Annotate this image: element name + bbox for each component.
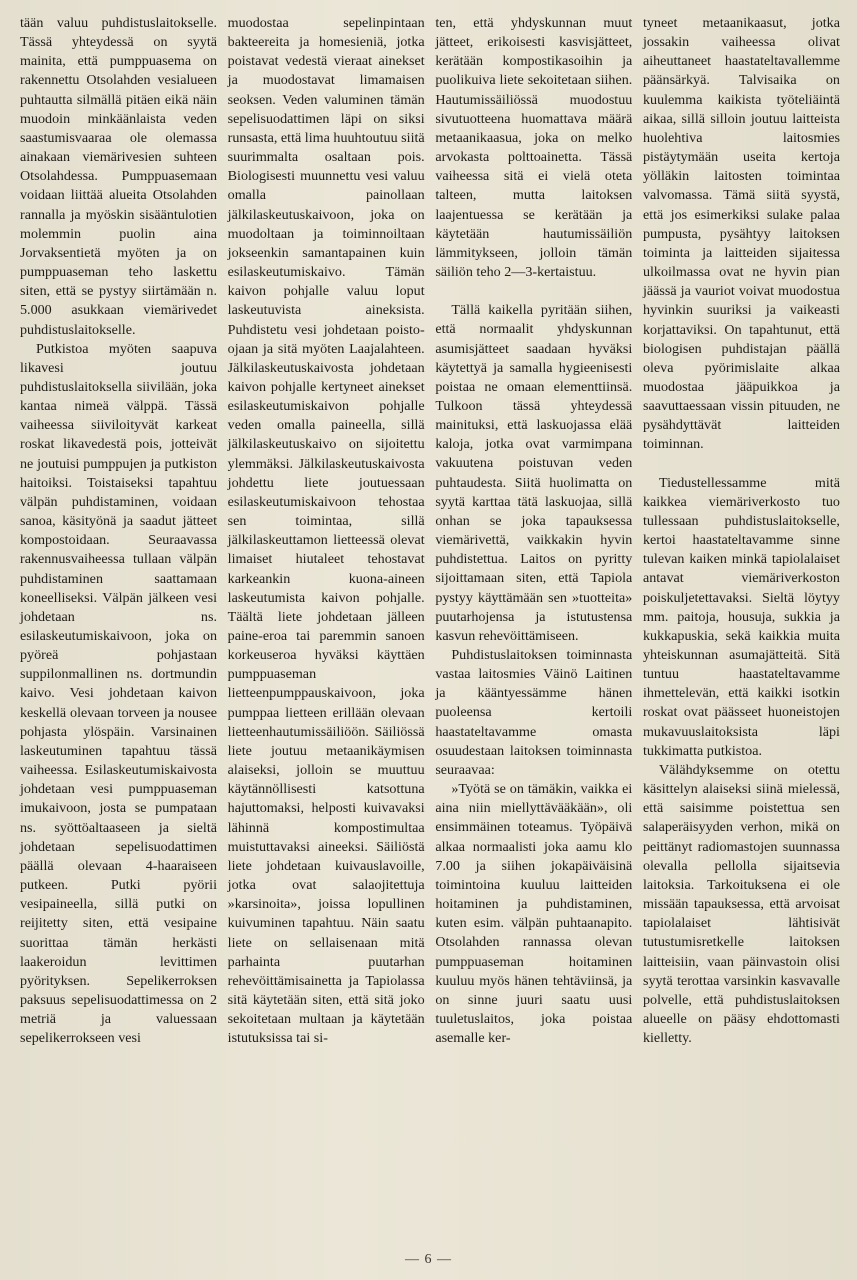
page-number: — 6 — (405, 1252, 452, 1267)
column-2 (228, 14, 425, 1048)
paragraph: Tällä kaikella pyritään siihen, että normaalit yhdyskunnan asumisjätteet saadaan hyväksi käytettyä ja samalla hygieenisesti poistaa ne omaan elementtiinsä. Tulkoon tässä yhteydessä mainituksi, että laskuojassa elää kaloja, jotka ovat varmimpana vakuutena poistuvan veden puhtaudesta. Siitä huolimatta on syytä karttaa tätä laskuojaa, sillä onhan se joka tapauksessa viemärivettä, vaikkakin hyvin puhdistettua. Laitos on pyritty sijoittamaan siten, että Tapiola pystyy käyttämään sen »tuotteita» puutarhojensa ja istutustensa kasvun rehevöittämiseen. (435, 302, 633, 644)
paragraph: tyneet metaanikaasut, jotka jossakin vaiheessa olivat aiheuttaneet haastateltavallemme päänsärkyä. Talvisaika on kuulemma kaikista työteliäintä aikaa, sillä silloin joutuu laitteista huolehtiva laitosmies pistäytymään useita kertoja yölläkin laitosten toimintaa valvomassa. Tämä siitä syystä, että jos esimerkiksi sulake palaa pumpusta, pysähtyy laitoksen toiminta ja laitteiden sijaitessa ulkoilmassa ovat ne hyvin pian jäässä ja vauriot voivat muodostua hyvinkin suuriksi ja vaikeasti korjattaviksi. On tapahtunut, että biologisen puhdistajan päällä oleva pyörimislaite alkaa muodostaa jääpuikkoa ja saavuttaessaan vissin pituuden, ne pysähdyttävät laitteiden toiminnan. (642, 15, 840, 453)
paragraph: Puhdistuslaitoksen toiminnasta vastaa laitosmies Väinö Laitinen ja kääntyessämme hänen puoleensa kertoili haastateltavamme omasta osuudestaan laitoksen toiminnasta seuraavaa: (435, 647, 633, 778)
paragraph: ten, että yhdyskunnan muut jätteet, erikoisesti kasvisjätteet, kerätään kompostikasoihin ja puolikuiva liete sekoitetaan siihen. Hautumissäiliössä muodostuu sivutuotteena huomattava määrä metaanikaasua, joka on melko arvokasta polttoainetta. Tässä vaiheessa sitä ei vielä oteta talteen, mutta laitoksen laajentuessa se kerätään ja käytetään hautumissäiliön lämmitykseen, jolloin tämän säiliön teho 2—3-kertaistuu. (435, 15, 633, 281)
paragraph: »Työtä se on tämäkin, vaikka ei aina niin miellyttävääkään», oli ensimmäinen toteamus. Työpäivä alkaa normaalisti joka aamu klo 7.00 ja siihen jokapäiväisinä toimintoina kuuluu laitteiden hoitaminen ja puhdistaminen, kuten esim. välpän puhtaanapito. Otsolahden rannassa olevan pumppuaseman hoitaminen kuuluu myös hänen tehtäviinsä, ja on sinne juuri saatu uusi tuuletuslaitos, joka poistaa asemalle ker- (435, 781, 633, 1047)
paragraph: Putkistoa myöten saapuva likavesi joutuu puhdistuslaitoksella siivilään, joka kantaa nimeä välppä. Tässä vaiheessa siiviloityvät karkeat roskat likavedestä pois, jotteivät ne joutuisi pumppujen ja putkiston haitoiksi. Toistaiseksi tapahtuu välpän puhdistaminen, voidaan sanoa, käsityönä ja saadut jätteet kompostoidaan. Seuraavassa rakennusvaiheessa tullaan välpän puhdistaminen saattamaan koneelliseksi. Välpän jälkeen vesi johdetaan ns. esilaskeutumiskaivoon, joka on pyöreä pohjastaan suppilonmallinen ns. dortmundin kaivo. Vesi johdetaan kaivon keskellä olevaan torveen ja nousee pohjasta ylöspäin. Varsinainen laskeutuminen tapahtuu tässä vaiheessa. Esilaskeutumiskaivosta johdetaan vesi pumppuaseman imukaivoon, josta se pumpataan ns. syöttöaltaaseen ja sieltä johdetaan sepelisuodattimen päällä olevaan 4-haaraiseen putkeen. Putki pyörii vesipaineella, sillä putki on reijitetty siten, että vesipaine suorittaa tämän herkästi laakeroidun levittimen pyörityksen. Sepelikerroksen paksuus sepelisuodattimessa on 2 metriä ja valuessaan sepelikerrokseen vesi (20, 340, 217, 1047)
column-1 (20, 14, 217, 1048)
paragraph: muodostaa sepelinpintaan bakteereita ja homesieniä, jotka poistavat vedestä vieraat ainekset ja muodostavat limamaisen seoksen. Veden valuminen tämän sepelisuodattimen läpi on siksi runsasta, että lima huuhtoutuu siitä suurimmalta osaltaan pois. Biologisesti muunnettu vesi valuu omalla painollaan jälkilaskeutuskaivoon, joka on muodoltaan ja toiminnoiltaan jokseenkin samantapainen kuin esilaskeutumiskaivo. Tämän kaivon pohjalle valuu loput laskeutuvista aineksista. Puhdistetu vesi johdetaan poisto-ojaan ja sitä myöten Laajalahteen. Jälkilaskeutuskaivosta johdetaan kaivon pohjalle kertyneet ainekset esilaskeutumiskaivon pohjalle veden omalla paineella, sillä jälkilaskeutuskaivo on sijoitettu ylemmäksi. Jälkilaskeutuskaivosta johdettu liete joutuessaan esilaskeutumiskaivoon tehostaa sen toimintaa, sillä jälkilaskeuttamon lietteessä olevat limaiset hiutaleet tehostavat karkeankin kuona-aineen laskeutumista kaivon pohjalle. Täältä liete johdetaan jälleen paine-eroa tai paremmin sanoen korkeuseroa hyväksi käyttäen pumppuaseman lietteenpumppauskaivoon, joka pumppaa lietteen erillään olevaan lietteenhautumissäiliöön. Säiliössä liete joutuu metaanikäymisen alaiseksi, jolloin se muuttuu käytännöllisesti katsottuna hajuttomaksi, helposti kuivavaksi lähinnä kompostimultaa muistuttavaksi aineeksi. Säiliöstä liete johdetaan kuivauslavoille, jotka ovat salaojitettuja »karsinoita», joissa lopullinen kuivuminen tapahtuu. Näin saatu liete on sellaisenaan mitä parhainta puutarhan rehevöittämisainetta ja Tapiolassa sitä käytetään siten, että sitä joko sekoitetaan multaan ja käytetään istutuksissa tai si- (227, 15, 425, 1047)
paragraph: Tiedustellessamme mitä kaikkea viemäriverkosto tuo tullessaan puhdistuslaitokselle, kertoi haastateltavamme sinne tulevan kaiken minkä tapiolalaiset antavat viemäriverkoston poiskuljetettavaksi. Sieltä löytyy mm. paitoja, housuja, sukkia ja kukkapuskia, sekä kaikkia muita yhteiskunnan asumajätteitä. Sitä tuntuu haastateltavamme ihmettelevän, että kaikki isotkin roskat ovat päässeet huoneistojen mukavuuslaitoksista läpi tukkimattа putkistoa. (642, 474, 840, 759)
paragraph: Välähdyksemme on otettu käsittelyn alaiseksi siinä mielessä, että saisimme poistettua sen salaperäisyyden verhon, mikä on peittänyt radiomastojen suunnassa olevalla pellolla sijaitsevia laitoksia. Tarkoituksena ei ole missään tapauksessa, että arvoisat tapiolalaiset lähtisivät tutustumisretkelle laitoksen laitteisiin, vaan päinvastoin olisi syytä terottaa varsinkin kasvavalle polvelle, että puhdistuslaitoksen alueelle on pääsy ehdottomasti kielletty. (642, 761, 840, 1047)
text-columns (20, 14, 840, 1048)
column-3 (435, 14, 632, 1048)
paragraph: tään valuu puhdistuslaitokselle. Tässä yhteydessä on syytä mainita, että pumppuasema on rakennettu Otsolahden vesialueen puhtautta silmällä pitäen eikä näin muodoin minkäänlaista veden saastumisvaaraa ole olemassa ainakaan viemärivesien suhteen Otsolahdessa. Pumppuasemaan voidaan liittää alueita Otsolahden rannalla ja myöskin sisääntulotien molemmin puolin aina Jorvaksentietä myöten ja on pumppuaseman teho laskettu siten, että se pystyy siirtämään n. 5.000 asukkaan viemärivedet puhdistuslaitokselle. (20, 15, 217, 338)
column-4 (643, 14, 840, 1048)
